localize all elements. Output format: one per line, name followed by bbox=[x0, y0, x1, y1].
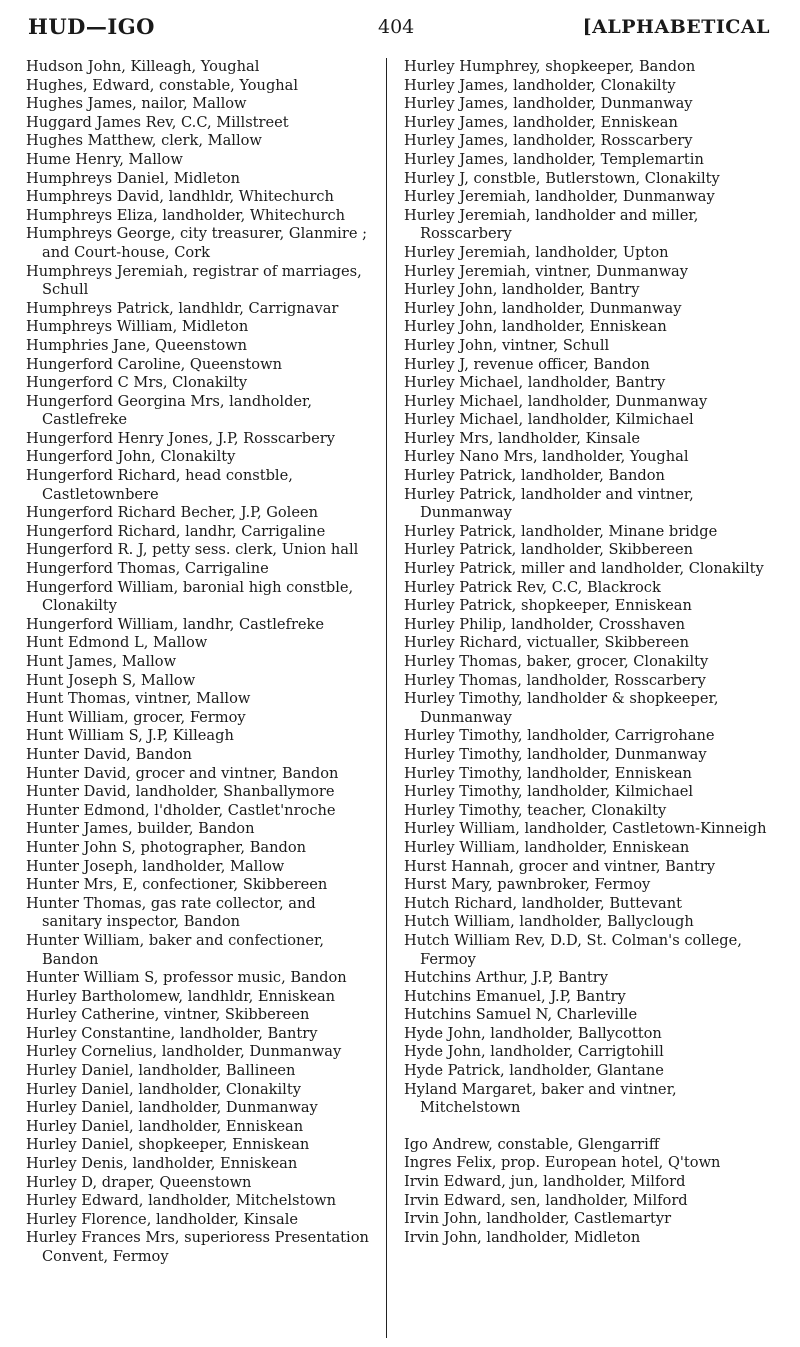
directory-entry: Hunt James, Mallow bbox=[26, 653, 177, 670]
directory-entry: Hurley James, landholder, Clonakilty bbox=[404, 76, 676, 94]
directory-entry: Hutch William Rev, D.D, St. Colman's college, Fermoy bbox=[404, 931, 742, 968]
directory-entry: Hurley Thomas, baker, grocer, Clonakilty bbox=[404, 653, 709, 670]
directory-entry: Hurley Michael, landholder, Bantry bbox=[404, 374, 666, 392]
directory-entry: Hurley Bartholomew, landhldr, Enniskean bbox=[26, 987, 336, 1005]
directory-entry: Hungerford William, landhr, Castlefreke bbox=[26, 615, 325, 633]
directory-entry: Hurley Daniel, shopkeeper, Enniskean bbox=[26, 1136, 310, 1154]
directory-entry: Irvin Edward, jun, landholder, Milford bbox=[404, 1173, 686, 1191]
directory-entry: Hunter William S, professor music, Bandon bbox=[26, 969, 347, 987]
directory-entry: Hurley Daniel, landholder, Enniskean bbox=[26, 1117, 304, 1135]
directory-entry: Hunter James, builder, Bandon bbox=[26, 820, 255, 838]
directory-entry: Hurley William, landholder, Enniskean bbox=[404, 838, 690, 856]
right-column bbox=[404, 58, 770, 1247]
directory-entry: Hurley D, draper, Queenstown bbox=[26, 1173, 252, 1191]
directory-entry: Hurley Timothy, landholder, Carrigrohane bbox=[404, 727, 715, 745]
directory-entry: Hunter David, grocer and vintner, Bandon bbox=[26, 764, 339, 782]
directory-entry: Hurley Patrick, landholder and vintner, Dunmanway bbox=[404, 485, 694, 522]
page-number: 404 bbox=[378, 16, 415, 38]
directory-entry: Hurley Jeremiah, landholder and miller, Rosscarbery bbox=[404, 206, 699, 243]
directory-entry: Humphreys George, city treasurer, Glanmire ; and Court-house, Cork bbox=[26, 225, 368, 261]
directory-entry: Hutchins Emanuel, J.P, Bantry bbox=[404, 987, 626, 1005]
directory-entry: Hume Henry, Mallow bbox=[26, 150, 183, 168]
directory-entry: Hurley Patrick, shopkeeper, Enniskean bbox=[404, 597, 692, 615]
directory-entry: Hurley J, constble, Butlerstown, Clonakilty bbox=[404, 169, 720, 187]
directory-entry: Hunter William, baker and confectioner, Bandon bbox=[26, 931, 325, 968]
directory-entry: Hurley Patrick, landholder, Skibbereen bbox=[404, 541, 694, 559]
directory-entry: Hurley Daniel, landholder, Dunmanway bbox=[26, 1099, 318, 1117]
directory-entry: Humphreys David, landhldr, Whitechurch bbox=[26, 188, 334, 206]
directory-entry: Humphreys Eliza, landholder, Whitechurch bbox=[26, 206, 346, 224]
directory-entry: Hungerford Richard, head constble, Castletownbere bbox=[26, 467, 293, 503]
directory-entry: Hunter Thomas, gas rate collector, and sanitary inspector, Bandon bbox=[26, 894, 316, 931]
page-header bbox=[0, 14, 800, 48]
directory-entry: Hurley William, landholder, Castletown-Kinneigh bbox=[404, 820, 767, 838]
directory-entry: Hurley Patrick, landholder, Bandon bbox=[404, 467, 665, 485]
directory-entry: Hurley Jeremiah, landholder, Dunmanway bbox=[404, 188, 715, 206]
directory-entry: Ingres Felix, prop. European hotel, Q'town bbox=[404, 1154, 721, 1172]
directory-entry: Hungerford C Mrs, Clonakilty bbox=[26, 374, 248, 392]
directory-entry: Hurley Timothy, landholder & shopkeeper, Dunmanway bbox=[404, 690, 719, 726]
directory-entry: Hurley Frances Mrs, superioress Presentation Convent, Fermoy bbox=[26, 1229, 369, 1265]
directory-entry: Hurley Thomas, landholder, Rosscarbery bbox=[404, 671, 706, 689]
directory-entry: Humphreys Jeremiah, registrar of marriages, Schull bbox=[26, 262, 362, 299]
directory-entry: Igo Andrew, constable, Glengarriff bbox=[404, 1135, 660, 1153]
directory-entry: Hutchins Samuel N, Charleville bbox=[404, 1006, 638, 1024]
letter-gap bbox=[404, 1118, 770, 1136]
directory-entry: Hunter John S, photographer, Bandon bbox=[26, 838, 307, 856]
directory-entry: Hutch Richard, landholder, Buttevant bbox=[404, 894, 683, 912]
directory-entry: Hunter Mrs, E, confectioner, Skibbereen bbox=[26, 876, 328, 894]
directory-entry: Humphreys Daniel, Midleton bbox=[26, 169, 241, 187]
right-column-h-entries bbox=[404, 58, 770, 1118]
directory-entry: Hughes James, nailor, Mallow bbox=[26, 95, 247, 113]
directory-entry: Hyde Patrick, landholder, Glantane bbox=[404, 1062, 664, 1080]
directory-entry: Hurley Catherine, vintner, Skibbereen bbox=[26, 1006, 310, 1024]
left-column bbox=[26, 58, 376, 1267]
directory-entry: Huggard James Rev, C.C, Millstreet bbox=[26, 113, 289, 131]
directory-entry: Hurley J, revenue officer, Bandon bbox=[404, 355, 650, 373]
directory-entry: Hunter David, landholder, Shanballymore bbox=[26, 783, 335, 801]
directory-entry: Hurley John, vintner, Schull bbox=[404, 336, 610, 354]
directory-entry: Hutchins Arthur, J.P, Bantry bbox=[404, 969, 608, 987]
directory-entry: Hunter Edmond, l'dholder, Castlet'nroche bbox=[26, 801, 336, 819]
directory-entry: Hughes Matthew, clerk, Mallow bbox=[26, 132, 262, 150]
directory-entry: Irvin John, landholder, Castlemartyr bbox=[404, 1210, 672, 1228]
directory-entry: Hughes, Edward, constable, Youghal bbox=[26, 76, 299, 94]
directory-entry: Irvin John, landholder, Midleton bbox=[404, 1228, 641, 1246]
directory-entry: Hungerford R. J, petty sess. clerk, Union hall bbox=[26, 541, 359, 559]
directory-entry: Hurley Patrick, miller and landholder, Clonakilty bbox=[404, 560, 764, 578]
directory-entry: Hurley Michael, landholder, Dunmanway bbox=[404, 392, 708, 410]
directory-entry: Hyland Margaret, baker and vintner, Mitchelstown bbox=[404, 1080, 677, 1117]
directory-entry: Hyde John, landholder, Ballycotton bbox=[404, 1024, 662, 1042]
directory-entry: Hurley James, landholder, Templemartin bbox=[404, 150, 704, 168]
directory-entry: Hungerford Henry Jones, J.P, Rosscarbery bbox=[26, 429, 335, 447]
directory-entry: Hurley James, landholder, Dunmanway bbox=[404, 95, 693, 113]
directory-entry: Hunt Joseph S, Mallow bbox=[26, 671, 196, 689]
directory-entry: Humphreys William, Midleton bbox=[26, 318, 249, 336]
directory-entry: Hunter David, Bandon bbox=[26, 745, 192, 763]
directory-entry: Hungerford Richard Becher, J.P, Goleen bbox=[26, 504, 319, 522]
directory-entry: Hurley Timothy, landholder, Enniskean bbox=[404, 764, 692, 782]
directory-entry: Hurley John, landholder, Bantry bbox=[404, 281, 640, 299]
directory-entry: Hunt Edmond L, Mallow bbox=[26, 634, 208, 652]
directory-entry: Hyde John, landholder, Carrigtohill bbox=[404, 1043, 664, 1061]
directory-entry: Hudson John, Killeagh, Youghal bbox=[26, 58, 260, 75]
directory-entry: Humphries Jane, Queenstown bbox=[26, 336, 248, 354]
directory-entry: Hurley Jeremiah, vintner, Dunmanway bbox=[404, 262, 689, 280]
directory-entry: Hungerford Thomas, Carrigaline bbox=[26, 560, 269, 578]
running-head-range: HUD—IGO bbox=[28, 14, 155, 39]
running-head-section: [ALPHABETICAL bbox=[582, 16, 770, 38]
directory-entry: Hunt William S, J.P, Killeagh bbox=[26, 727, 234, 745]
directory-entry: Hurley Philip, landholder, Crosshaven bbox=[404, 615, 686, 633]
directory-entry: Hungerford John, Clonakilty bbox=[26, 448, 236, 466]
directory-entry: Hungerford Georgina Mrs, landholder, Castlefreke bbox=[26, 392, 313, 429]
directory-entry: Hunt Thomas, vintner, Mallow bbox=[26, 690, 251, 708]
directory-entry: Hurley Patrick, landholder, Minane bridge bbox=[404, 522, 718, 540]
directory-entry: Hurley Michael, landholder, Kilmichael bbox=[404, 411, 694, 429]
directory-entry: Hungerford Richard, landhr, Carrigaline bbox=[26, 522, 326, 540]
directory-entry: Hurley Nano Mrs, landholder, Youghal bbox=[404, 448, 689, 466]
directory-entry: Hurley Denis, landholder, Enniskean bbox=[26, 1155, 298, 1173]
directory-entry: Hurley Jeremiah, landholder, Upton bbox=[404, 243, 669, 261]
column-divider bbox=[386, 58, 387, 1338]
directory-entry: Hurley John, landholder, Enniskean bbox=[404, 318, 667, 336]
directory-entry: Hurley Cornelius, landholder, Dunmanway bbox=[26, 1043, 342, 1061]
directory-entry: Hurley Mrs, landholder, Kinsale bbox=[404, 429, 641, 447]
directory-entry: Hungerford Caroline, Queenstown bbox=[26, 355, 282, 373]
directory-entry: Hurley James, landholder, Enniskean bbox=[404, 113, 678, 131]
directory-entry: Irvin Edward, sen, landholder, Milford bbox=[404, 1191, 688, 1209]
directory-entry: Hurley Daniel, landholder, Ballineen bbox=[26, 1062, 296, 1080]
directory-entry: Hurley Edward, landholder, Mitchelstown bbox=[26, 1192, 337, 1210]
directory-entry: Hurley Constantine, landholder, Bantry bbox=[26, 1024, 318, 1042]
directory-entry: Hungerford William, baronial high constble, Clonakilty bbox=[26, 578, 354, 615]
directory-entry: Hurley Florence, landholder, Kinsale bbox=[26, 1210, 299, 1228]
directory-entry: Hunter Joseph, landholder, Mallow bbox=[26, 857, 285, 875]
directory-entry: Hurley Richard, victualler, Skibbereen bbox=[404, 634, 689, 652]
directory-entry: Hurley Timothy, landholder, Dunmanway bbox=[404, 745, 707, 763]
directory-entry: Humphreys Patrick, landhldr, Carrignavar bbox=[26, 299, 339, 317]
directory-entry: Hurley Patrick Rev, C.C, Blackrock bbox=[404, 578, 661, 596]
directory-entry: Hurley Timothy, landholder, Kilmichael bbox=[404, 783, 694, 801]
directory-entry: Hurley James, landholder, Rosscarbery bbox=[404, 132, 693, 150]
directory-entry: Hurley Daniel, landholder, Clonakilty bbox=[26, 1080, 301, 1098]
directory-entry: Hurley John, landholder, Dunmanway bbox=[404, 299, 682, 317]
directory-entry: Hurst Hannah, grocer and vintner, Bantry bbox=[404, 857, 716, 875]
directory-entry: Hurst Mary, pawnbroker, Fermoy bbox=[404, 876, 651, 894]
right-column-i-entries bbox=[404, 1136, 770, 1248]
directory-entry: Hutch William, landholder, Ballyclough bbox=[404, 913, 694, 931]
directory-entry: Hurley Timothy, teacher, Clonakilty bbox=[404, 801, 667, 819]
directory-entry: Hurley Humphrey, shopkeeper, Bandon bbox=[404, 58, 696, 75]
directory-entry: Hunt William, grocer, Fermoy bbox=[26, 708, 246, 726]
